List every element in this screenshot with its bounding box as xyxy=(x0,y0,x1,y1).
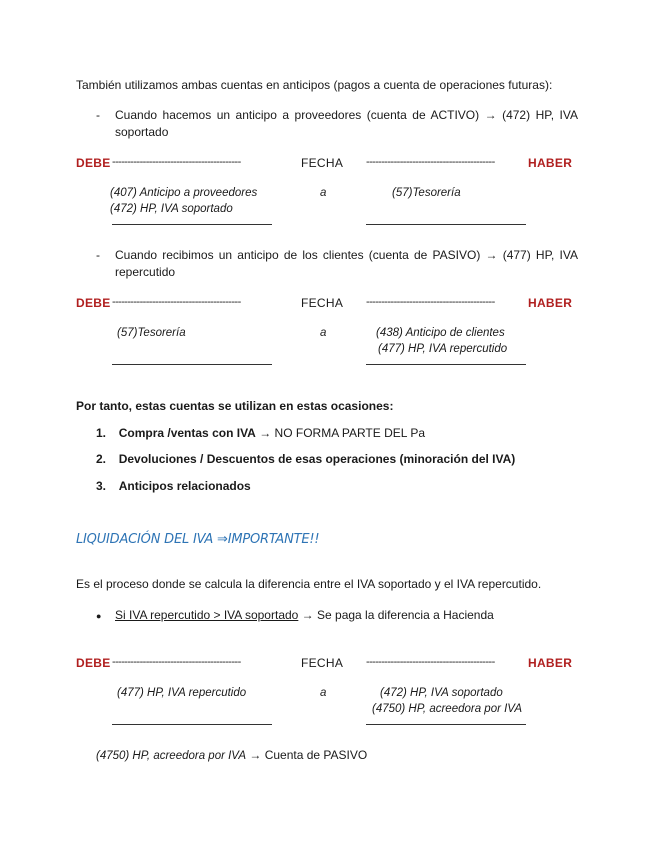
list-item xyxy=(96,479,251,493)
dash-line: ------------------------------------------ xyxy=(112,156,241,168)
entry-underline xyxy=(112,224,272,225)
list-bold: Anticipos relacionados xyxy=(118,479,251,493)
condition-underlined: Si IVA repercutido > IVA soportado xyxy=(115,608,299,622)
dot-bullet: ● xyxy=(96,611,102,621)
footer-text xyxy=(96,748,367,762)
intro-text: También utilizamos ambas cuentas en anticipos (pagos a cuenta de operaciones futuras): xyxy=(76,78,553,92)
item1-text: Cuando hacemos un anticipo a proveedores (cuenta de ACTIVO) → (472) HP, IVA soportado xyxy=(115,108,578,139)
entry1-debit2: (472) HP, IVA soportado xyxy=(110,203,233,215)
haber-label: HABER xyxy=(528,656,573,670)
entry2-credit2: (477) HP, IVA repercutido xyxy=(378,343,508,355)
entry-underline xyxy=(112,364,272,365)
entry-underline xyxy=(112,724,272,725)
fecha-label: FECHA xyxy=(301,656,344,670)
entry-underline xyxy=(366,724,526,725)
process-text: Es el proceso donde se calcula la diferencia entre el IVA soportado y el IVA repercutido. xyxy=(76,577,542,591)
fecha-label: FECHA xyxy=(301,156,344,170)
entry2-debit1: (57)Tesorería xyxy=(117,327,186,339)
list-number: 2. xyxy=(96,452,107,466)
list-item xyxy=(96,426,425,440)
dash-bullet: - xyxy=(96,108,100,122)
debe-label: DEBE xyxy=(76,296,111,310)
list-number: 1. xyxy=(96,426,107,440)
entry1-credit1: (57)Tesorería xyxy=(392,187,461,199)
list-number: 3. xyxy=(96,479,107,493)
list-rest: → NO FORMA PARTE DEL Pa xyxy=(255,426,426,440)
footer-rest: → Cuenta de PASIVO xyxy=(246,748,368,762)
a-label: a xyxy=(320,187,327,199)
dash-line: ------------------------------------------ xyxy=(366,156,495,168)
item2-text: Cuando recibimos un anticipo de los clientes (cuenta de PASIVO) → (477) HP, IVA repercutido xyxy=(115,248,578,279)
debe-label: DEBE xyxy=(76,656,111,670)
footer-italic: (4750) HP, acreedora por IVA xyxy=(96,750,247,762)
entry3-debit1: (477) HP, IVA repercutido xyxy=(117,687,247,699)
condition-text xyxy=(115,608,494,622)
entry3-credit1: (472) HP, IVA soportado xyxy=(380,687,503,699)
haber-label: HABER xyxy=(528,296,573,310)
a-label: a xyxy=(320,327,327,339)
entry3-credit2: (4750) HP, acreedora por IVA xyxy=(372,703,523,715)
section-title: LIQUIDACIÓN DEL IVA ⇒IMPORTANTE!! xyxy=(76,532,320,547)
summary-text: Por tanto, estas cuentas se utilizan en estas ocasiones: xyxy=(76,399,394,413)
dash-line: ------------------------------------------ xyxy=(112,656,241,668)
dash-line: ------------------------------------------ xyxy=(366,656,495,668)
dash-bullet: - xyxy=(96,248,100,262)
list-item xyxy=(96,452,515,466)
dash-line: ------------------------------------------ xyxy=(366,296,495,308)
haber-label: HABER xyxy=(528,156,573,170)
list-bold: Devoluciones / Descuentos de esas operaciones (minoración del IVA) xyxy=(118,452,516,466)
debe-label: DEBE xyxy=(76,156,111,170)
dash-line: ------------------------------------------ xyxy=(112,296,241,308)
entry1-debit1: (407) Anticipo a proveedores xyxy=(110,187,258,199)
a-label: a xyxy=(320,687,327,699)
condition-rest: → Se paga la diferencia a Hacienda xyxy=(298,608,494,622)
entry-underline xyxy=(366,364,526,365)
fecha-label: FECHA xyxy=(301,296,344,310)
entry2-credit1: (438) Anticipo de clientes xyxy=(376,327,505,339)
entry-underline xyxy=(366,224,526,225)
list-bold: Compra /ventas con IVA xyxy=(118,426,256,440)
